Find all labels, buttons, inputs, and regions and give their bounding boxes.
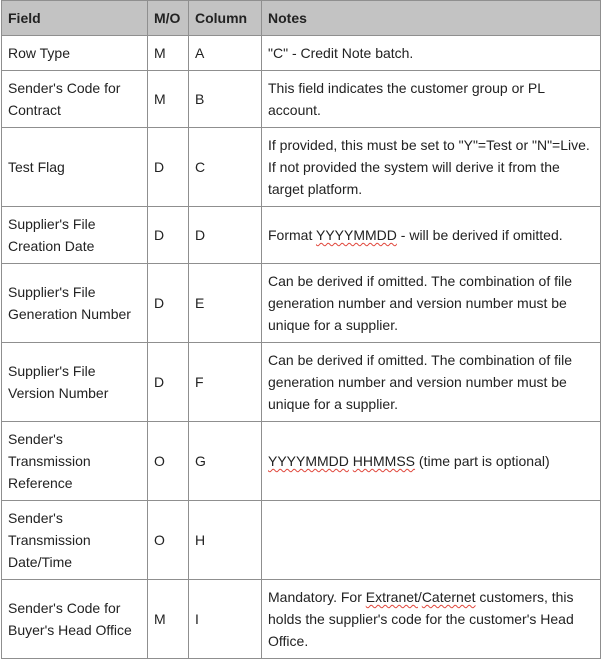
column-cell: F [189,343,262,422]
spellcheck-word: Caternet [421,589,476,605]
mo-cell: D [148,128,189,207]
notes-cell [262,207,601,264]
notes-text: customers, this holds the supplier's code for the customer's Head Office. [268,589,574,649]
field-cell: Sender's Code for Buyer's Head Office [2,580,148,659]
header-field: Field [2,1,148,36]
notes-text: Format [268,227,316,243]
notes-cell [262,422,601,501]
field-cell: Sender's Transmission Date/Time [2,501,148,580]
notes-cell: This field indicates the customer group or PL account. [262,71,601,128]
field-cell: Supplier's File Version Number [2,343,148,422]
column-cell: I [189,580,262,659]
column-cell: H [189,501,262,580]
header-row [2,1,601,36]
notes-text: - will be derived if omitted. [396,227,563,243]
table-row [2,580,601,659]
notes-cell: Can be derived if omitted. The combination of file generation number and version number must be unique for a supplier. [262,343,601,422]
mo-cell: M [148,71,189,128]
column-cell: B [189,71,262,128]
notes-text: (time part is optional) [415,453,550,469]
notes-text: Mandatory. For [268,589,366,605]
table-row [2,501,601,580]
notes-cell [262,580,601,659]
notes-cell: "C" - Credit Note batch. [262,36,601,71]
column-cell: G [189,422,262,501]
header-mo: M/O [148,1,189,36]
table-body [2,36,601,659]
field-cell: Supplier's File Generation Number [2,264,148,343]
mo-cell: M [148,580,189,659]
mo-cell: D [148,207,189,264]
table-header [2,1,601,36]
table-row [2,71,601,128]
header-column: Column [189,1,262,36]
notes-cell [262,501,601,580]
column-cell: A [189,36,262,71]
field-cell: Row Type [2,36,148,71]
spec-table [1,0,601,659]
spellcheck-word: YYYYMMDD [315,227,397,243]
column-cell: C [189,128,262,207]
field-cell: Sender's Transmission Reference [2,422,148,501]
table-row [2,128,601,207]
field-cell: Supplier's File Creation Date [2,207,148,264]
mo-cell: D [148,343,189,422]
column-cell: D [189,207,262,264]
spellcheck-word: HHMMSS [352,453,416,469]
column-cell: E [189,264,262,343]
table-row [2,36,601,71]
notes-cell: Can be derived if omitted. The combination of file generation number and version number must be unique for a supplier. [262,264,601,343]
mo-cell: D [148,264,189,343]
spellcheck-word: YYYYMMDD [268,453,349,469]
table-row [2,343,601,422]
header-notes: Notes [262,1,601,36]
mo-cell: O [148,501,189,580]
notes-cell: If provided, this must be set to "Y"=Test or "N"=Live. If not provided the system will derive it from the target platform. [262,128,601,207]
mo-cell: O [148,422,189,501]
table-row [2,422,601,501]
mo-cell: M [148,36,189,71]
spellcheck-word: Extranet [365,589,418,605]
table-row [2,264,601,343]
field-cell: Sender's Code for Contract [2,71,148,128]
field-cell: Test Flag [2,128,148,207]
table-row [2,207,601,264]
notes-text: / [417,589,422,605]
